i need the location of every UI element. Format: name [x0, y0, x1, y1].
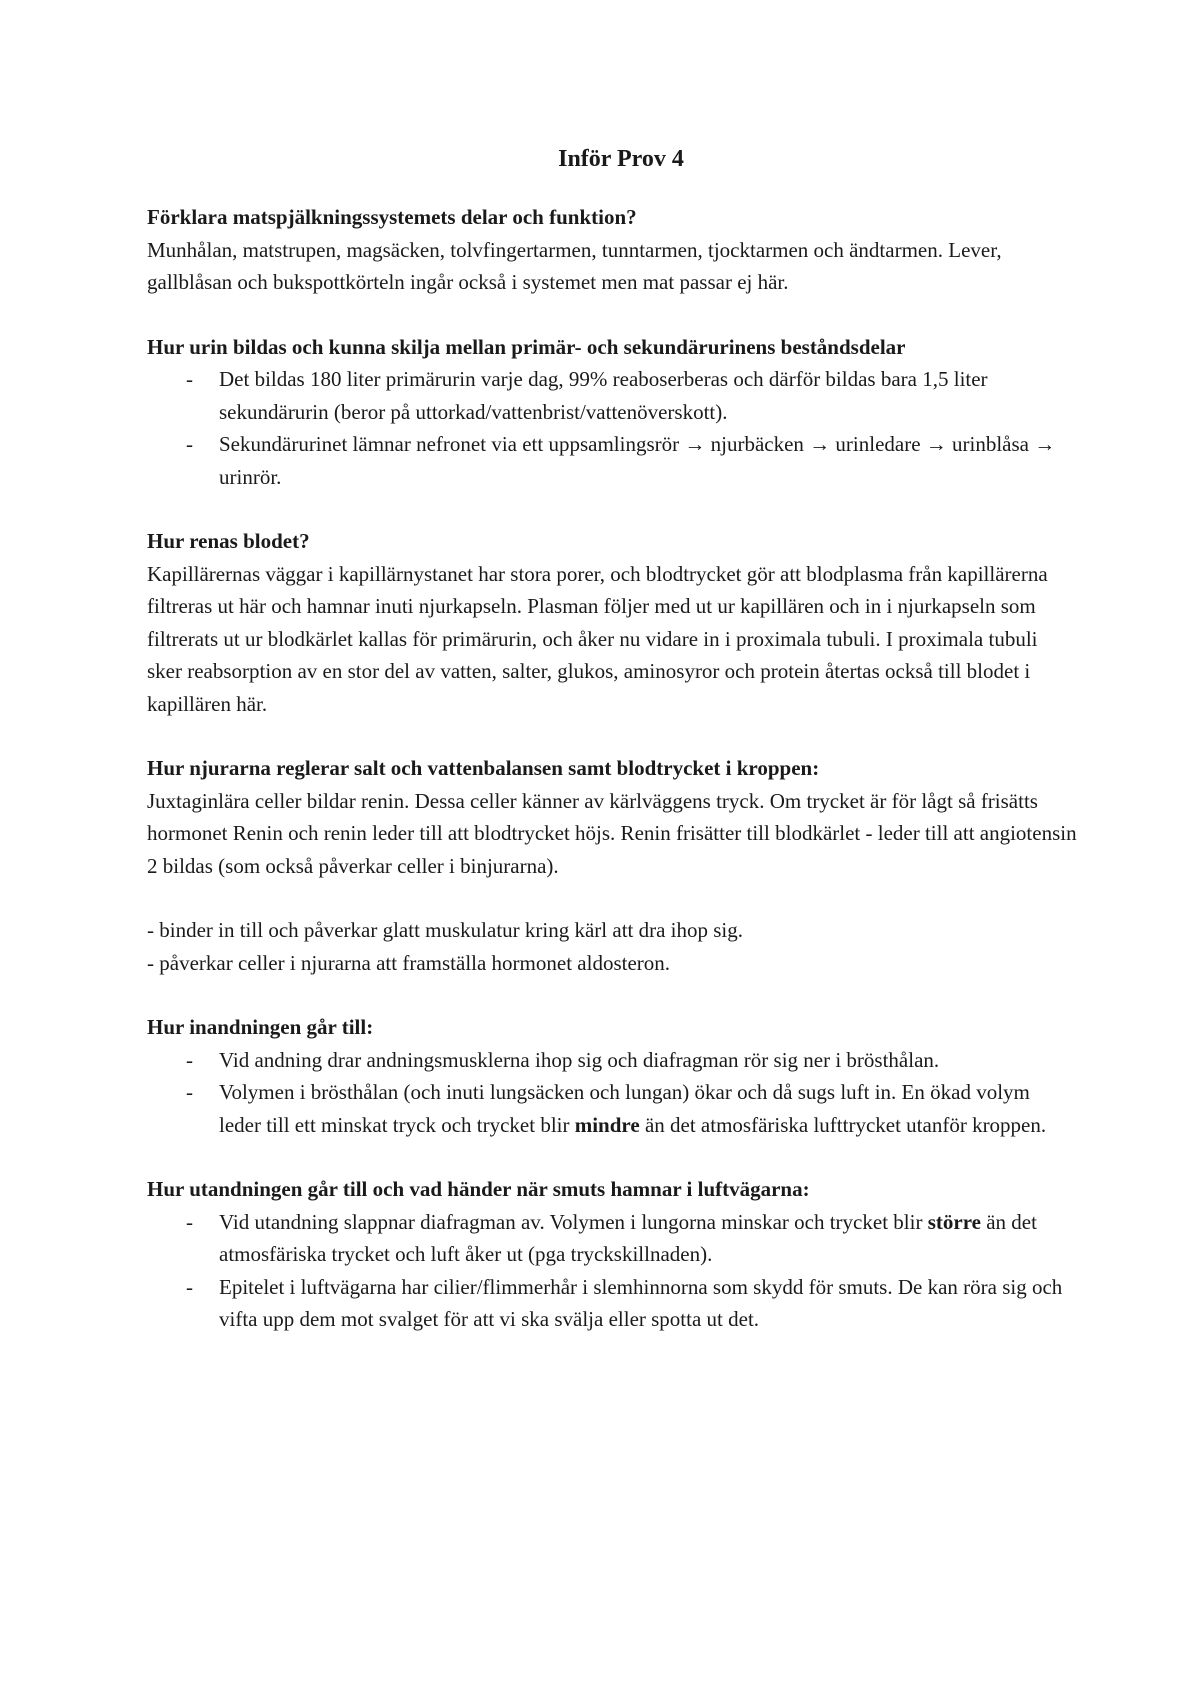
- bold-word: mindre: [574, 1112, 640, 1137]
- list-item-text: Vid utandning slappnar diafragman av. Volymen i lungorna minskar och trycket blir: [219, 1209, 928, 1234]
- dash-line: - binder in till och påverkar glatt muskulatur kring kärl att dra ihop sig.: [147, 918, 744, 942]
- dash-list: [147, 1206, 1077, 1336]
- dash-marker: -: [186, 367, 193, 391]
- section-heading: Hur renas blodet?: [147, 529, 310, 553]
- list-item: [147, 428, 1077, 493]
- list-item-text: än det atmosfäriska trycket och luft åker ut (pga tryckskillnaden).: [219, 1209, 1037, 1266]
- section-heading: Hur njurarna reglerar salt och vattenbalansen samt blodtrycket i kroppen:: [147, 756, 820, 780]
- section-heading: Hur utandningen går till och vad händer när smuts hamnar i luftvägarna:: [147, 1177, 810, 1201]
- list-item: [147, 1206, 1077, 1271]
- list-item-text: Vid andning drar andningsmusklerna ihop sig och diafragman rör sig ner i brösthålan.: [219, 1047, 940, 1072]
- document-page: [147, 143, 1077, 1368]
- section-heading: Hur inandningen går till:: [147, 1015, 374, 1039]
- dash-marker: -: [186, 432, 193, 456]
- list-item-text: Sekundärurinet lämnar nefronet via ett uppsamlingsrör → njurbäcken → urinledare → urinblåsa → urinrör.: [219, 432, 1056, 489]
- dash-marker: -: [186, 1209, 193, 1234]
- dash-marker: -: [186, 1274, 193, 1299]
- section-inhalation: [147, 1011, 1077, 1141]
- dash-line: - påverkar celler i njurarna att framställa hormonet aldosteron.: [147, 950, 671, 975]
- section-paragraph: Juxtaginlära celler bildar renin. Dessa celler känner av kärlväggens tryck. Om trycket är för lågt så frisätts hormonet Renin och renin leder till att blodtrycket höjs. Renin frisätter till blodkärlet - leder till att angiotensin 2 bildas (som också påverkar celler i binjurarna).: [147, 788, 1077, 878]
- section-paragraph: Kapillärernas väggar i kapillärnystanet har stora porer, och blodtrycket gör att blodplasma från kapillärerna filtreras ut här och hamnar inuti njurkapseln. Plasman följer med ut ur kapillären och in i njurkapseln som filtrerats ut ur blodkärlet kallas för primärurin, och åker nu vidare in i proximala tubuli. I proximala tubuli sker reabsorption av en stor del av vatten, salter, glukos, aminosyror och protein återtas också till blodet i kapillären här.: [147, 561, 1048, 716]
- list-item-text: än det atmosfäriska lufttrycket utanför kroppen.: [639, 1112, 1047, 1137]
- list-item-text: Det bildas 180 liter primärurin varje dag, 99% reaboserberas och därför bildas bara 1,5 liter sekundärurin (beror på uttorkad/vattenbrist/vattenöverskott).: [219, 367, 988, 424]
- section-heading: Förklara matspjälkningssystemets delar och funktion?: [147, 205, 637, 229]
- spacer: [147, 882, 1077, 914]
- section-urine-formation: [147, 331, 1077, 494]
- section-heading: Hur urin bildas och kunna skilja mellan primär- och sekundärurinens beståndsdelar: [147, 334, 906, 359]
- list-item: [147, 1271, 1077, 1336]
- section-blood-cleaning: [147, 525, 1077, 720]
- section-kidney-regulation: [147, 752, 1077, 979]
- page-title: Inför Prov 4: [558, 146, 684, 172]
- dash-marker: -: [186, 1047, 193, 1072]
- dash-list: [147, 363, 1077, 493]
- section-exhalation: [147, 1173, 1077, 1336]
- section-paragraph: Munhålan, matstrupen, magsäcken, tolvfingertarmen, tunntarmen, tjocktarmen och ändtarmen. Lever, gallblåsan och bukspottkörteln ingår också i systemet men mat passar ej här.: [147, 237, 1002, 294]
- list-item: [147, 1044, 1077, 1077]
- list-item-text: Volymen i brösthålan (och inuti lungsäcken och lungan) ökar och då sugs luft in. En ökad volym leder till ett minskat tryck och trycket blir: [219, 1080, 1030, 1137]
- list-item-text: Epitelet i luftvägarna har cilier/flimmerhår i slemhinnorna som skydd för smuts. De kan röra sig och vifta upp dem mot svalget för att vi ska svälja eller spotta ut det.: [219, 1274, 1063, 1331]
- dash-marker: -: [186, 1080, 193, 1104]
- bold-word: större: [927, 1209, 981, 1234]
- list-item: [147, 363, 1077, 428]
- dash-list: [147, 1044, 1077, 1142]
- section-digestive-system: [147, 201, 1077, 299]
- list-item: [147, 1076, 1077, 1141]
